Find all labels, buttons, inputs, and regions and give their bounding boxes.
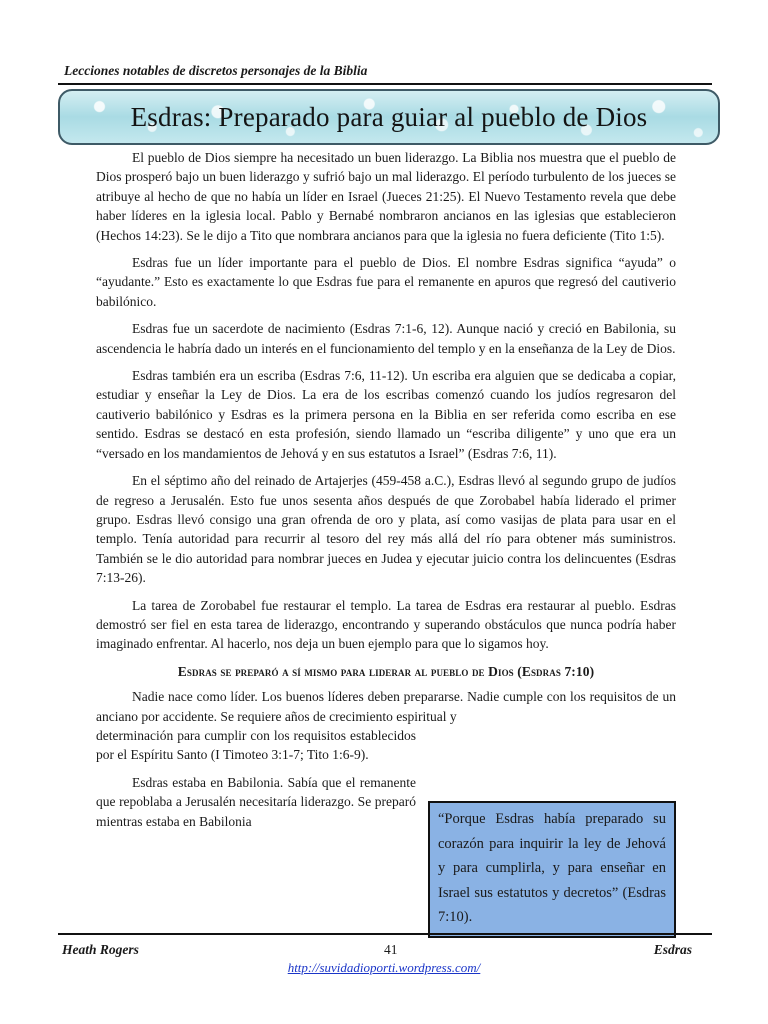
scripture-quote-box: “Porque Esdras había preparado su corazón para inquirir la ley de Jehová y para cumplirla, y para enseñar en Israel sus estatutos y decretos” (Esdras 7:10). — [428, 801, 676, 938]
page-title: Esdras: Preparado para guiar al pueblo de Dios — [130, 101, 648, 132]
page-number: 41 — [384, 942, 398, 957]
header-rule — [58, 83, 712, 85]
paragraph: Esdras fue un sacerdote de nacimiento (Esdras 7:1-6, 12). Aunque nació y creció en Babilonia, su ascendencia le habría dado un interés en el funcionamiento del templo y en la enseñanza de la Ley de Dios. — [96, 321, 676, 356]
section-heading: Esdras se preparó a sí mismo para liderar al pueblo de Dios (Esdras 7:10) — [177, 663, 595, 679]
wrapped-text-column — [96, 726, 416, 831]
paragraph: Esdras fue un líder importante para el pueblo de Dios. El nombre Esdras significa “ayuda” o “ayudante.” Esto es exactamente lo que Esdras fue para el remanente en apuros que regresó del cautiverio babilónico. — [96, 255, 676, 309]
footer-rule — [58, 933, 712, 935]
footer-website-link[interactable]: http://suvidadioporti.wordpress.com/ — [287, 960, 481, 975]
paragraph: La tarea de Zorobabel fue restaurar el templo. La tarea de Esdras era restaurar al pueblo. Esdras demostró ser fiel en esta tarea de liderazgo, encontrando y superando obstáculos que nunca podría haber imaginado enfrentar. Al hacerlo, nos deja un buen ejemplo para que lo sigamos hoy. — [96, 597, 676, 652]
paragraph: En el séptimo año del reinado de Artajerjes (459-458 a.C.), Esdras llevó al segundo grupo de judíos de regreso a Jerusalén. Esto fue unos sesenta años después de que Zorobabel había liderado el primer grupo. Esdras llevó consigo una gran ofrenda de oro y plata, así como vasijas de plata para usar en el templo. Tenía autoridad para recurrir al tesoro del rey más allá del río para obtener más suministros. También se le dio autoridad para nombrar jueces en Judea y ejecutar juicio contra los delincuentes (Esdras 7:13-26). — [96, 473, 676, 586]
paragraph: Esdras estaba en Babilonia. Sabía que el remanente que repoblaba a Jerusalén necesitaría liderazgo. Se preparó mientras estaba en Babilonia — [96, 774, 416, 829]
footer-book-name: Esdras — [653, 942, 692, 957]
article-body — [96, 148, 676, 839]
running-header-title: Lecciones notables de discretos personajes de la Biblia — [64, 63, 368, 78]
paragraph: Esdras también era un escriba (Esdras 7:6, 11-12). Un escriba era alguien que se dedicaba a copiar, estudiar y enseñar la Ley de Dios. La era de los escribas comenzó cuando los judíos regresaron del cautiverio babilónico y Esdras es la primera persona en la Biblia en ser referida como escriba en ese sentido. Esdras se destacó en esta profesión, siendo llamado un “escriba diligente” y uno que era un “versado en los mandamientos de Jehová y en sus estatutos a Israel” (Esdras 7:6, 11). — [96, 368, 676, 461]
title-banner — [58, 89, 720, 145]
paragraph: Nadie nace como líder. Los buenos líderes deben prepararse. Nadie cumple con los requisitos de un anciano por accidente. Se requiere años de crecimiento espiritual y — [96, 689, 676, 724]
paragraph: El pueblo de Dios siempre ha necesitado un buen liderazgo. La Biblia nos muestra que el pueblo de Dios prosperó bajo un buen liderazgo y sufrió bajo un mal liderazgo. El período turbulento de los jueces se atribuye al hecho de que no había un líder en Israel (Jueces 21:25). El Nuevo Testamento revela que debe haber líderes en la iglesia local. Pablo y Bernabé nombraron ancianos en las iglesias que establecieron (Hechos 14:23). Se le dijo a Tito que nombrara ancianos para que la iglesia no fuera deficiente (Tito 1:5). — [96, 150, 676, 243]
footer-author: Heath Rogers — [62, 942, 139, 957]
paragraph-continuation: determinación para cumplir con los requisitos establecidos por el Espíritu Santo (I Timoteo 3:1-7; Tito 1:6-9). — [96, 727, 416, 763]
